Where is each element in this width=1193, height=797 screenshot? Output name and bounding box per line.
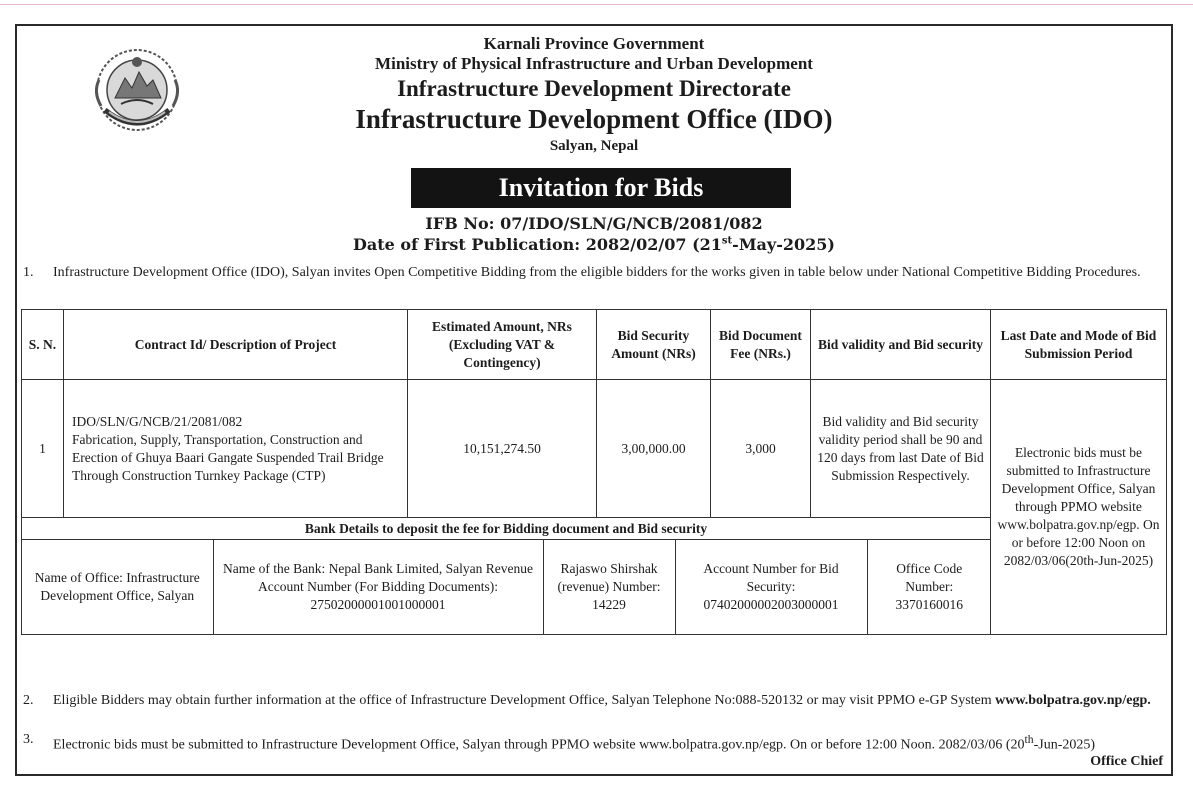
cell-bid-security: 3,00,000.00 xyxy=(597,380,711,518)
header-estimate: Estimated Amount, NRs (Excluding VAT & Contingency) xyxy=(408,310,597,380)
paragraph-3 xyxy=(23,731,1165,755)
top-divider-line xyxy=(0,4,1193,5)
paragraph-number: 3. xyxy=(23,732,34,747)
header-validity: Bid validity and Bid security xyxy=(811,310,991,380)
header-sn: S. N. xyxy=(22,310,64,380)
header-document-fee: Bid Document Fee (NRs.) xyxy=(711,310,811,380)
bank-office-code: Office Code Number: 3370160016 xyxy=(895,561,963,612)
header-last-date: Last Date and Mode of Bid Submission Period xyxy=(991,310,1167,380)
paragraph-number: 2. xyxy=(23,693,34,708)
bank-security-account: Account Number for Bid Security: 07402000002003000001 xyxy=(675,540,867,634)
table-row xyxy=(22,380,1167,518)
notice-frame xyxy=(15,24,1173,776)
bid-table xyxy=(21,309,1167,635)
paragraph-1 xyxy=(23,264,1165,282)
cell-document-fee: 3,000 xyxy=(711,380,811,518)
office-chief-signoff: Office Chief xyxy=(1090,754,1163,769)
paragraph-text: Electronic bids must be submitted to Infrastructure Development Office, Salyan through PPMO website www.bolpatra.gov.np/egp. On or before 12:00 Noon. 2082/03/06 (20th-Jun-2025) xyxy=(53,733,1096,753)
project-description: Fabrication, Supply, Transportation, Construction and Erection of Ghuya Baari Gangate Suspended Trail Bridge Through Construction Turnkey Package (CTP) xyxy=(72,431,384,483)
cell-estimate: 10,151,274.50 xyxy=(408,380,597,518)
header-contract: Contract Id/ Description of Project xyxy=(64,310,408,380)
bank-rajaswo-number: Rajaswo Shirshak (revenue) Number: 14229 xyxy=(543,540,675,634)
bank-details-table xyxy=(22,540,991,634)
bank-name-account: Name of the Bank: Nepal Bank Limited, Salyan Revenue Account Number (For Bidding Documents): 27502000001001000001 xyxy=(213,540,543,634)
office-name: Infrastructure Development Office (IDO) xyxy=(355,104,833,134)
cell-sn: 1 xyxy=(22,380,64,518)
egp-link: www.bolpatra.gov.np/egp. xyxy=(995,693,1151,708)
paragraph-text: Eligible Bidders may obtain further information at the office of Infrastructure Development Office, Salyan Telephone No:088-520132 or may visit PPMO e-GP System www.bolpatra.gov.np/egp. xyxy=(53,693,1151,708)
province-government: Karnali Province Government xyxy=(483,34,705,53)
publication-date: Date of First Publication: 2082/02/07 (21st-May-2025) xyxy=(353,235,835,254)
paragraph-text: Infrastructure Development Office (IDO), Salyan invites Open Competitive Bidding from the eligible bidders for the works given in table below under National Competitive Bidding Procedures. xyxy=(53,265,1141,280)
cell-last-date: Electronic bids must be submitted to Infrastructure Development Office, Salyan through PPMO website www.bolpatra.gov.np/egp. On or before 12:00 Noon on 2082/03/06(20th-Jun-2025) xyxy=(991,380,1167,635)
paragraph-2 xyxy=(23,692,1165,710)
header-bid-security: Bid Security Amount (NRs) xyxy=(597,310,711,380)
cell-validity: Bid validity and Bid security validity period shall be 90 and 120 days from last Date of Bid Submission Respectively. xyxy=(811,380,991,518)
ifb-number: IFB No: 07/IDO/SLN/G/NCB/2081/082 xyxy=(425,214,763,233)
cell-contract xyxy=(64,380,408,518)
bank-office-name: Name of Office: Infrastructure Development Office, Salyan xyxy=(22,540,213,634)
bank-heading: Bank Details to deposit the fee for Bidding document and Bid security xyxy=(22,518,991,540)
bank-details-cell xyxy=(22,540,991,635)
ministry-name: Ministry of Physical Infrastructure and Urban Development xyxy=(375,54,813,73)
office-location: Salyan, Nepal xyxy=(549,138,639,154)
contract-id: IDO/SLN/G/NCB/21/2081/082 xyxy=(72,413,243,429)
notice-title: Invitation for Bids xyxy=(411,168,791,208)
directorate-name: Infrastructure Development Directorate xyxy=(397,76,791,101)
table-header-row xyxy=(22,310,1167,380)
paragraph-number: 1. xyxy=(23,265,34,280)
